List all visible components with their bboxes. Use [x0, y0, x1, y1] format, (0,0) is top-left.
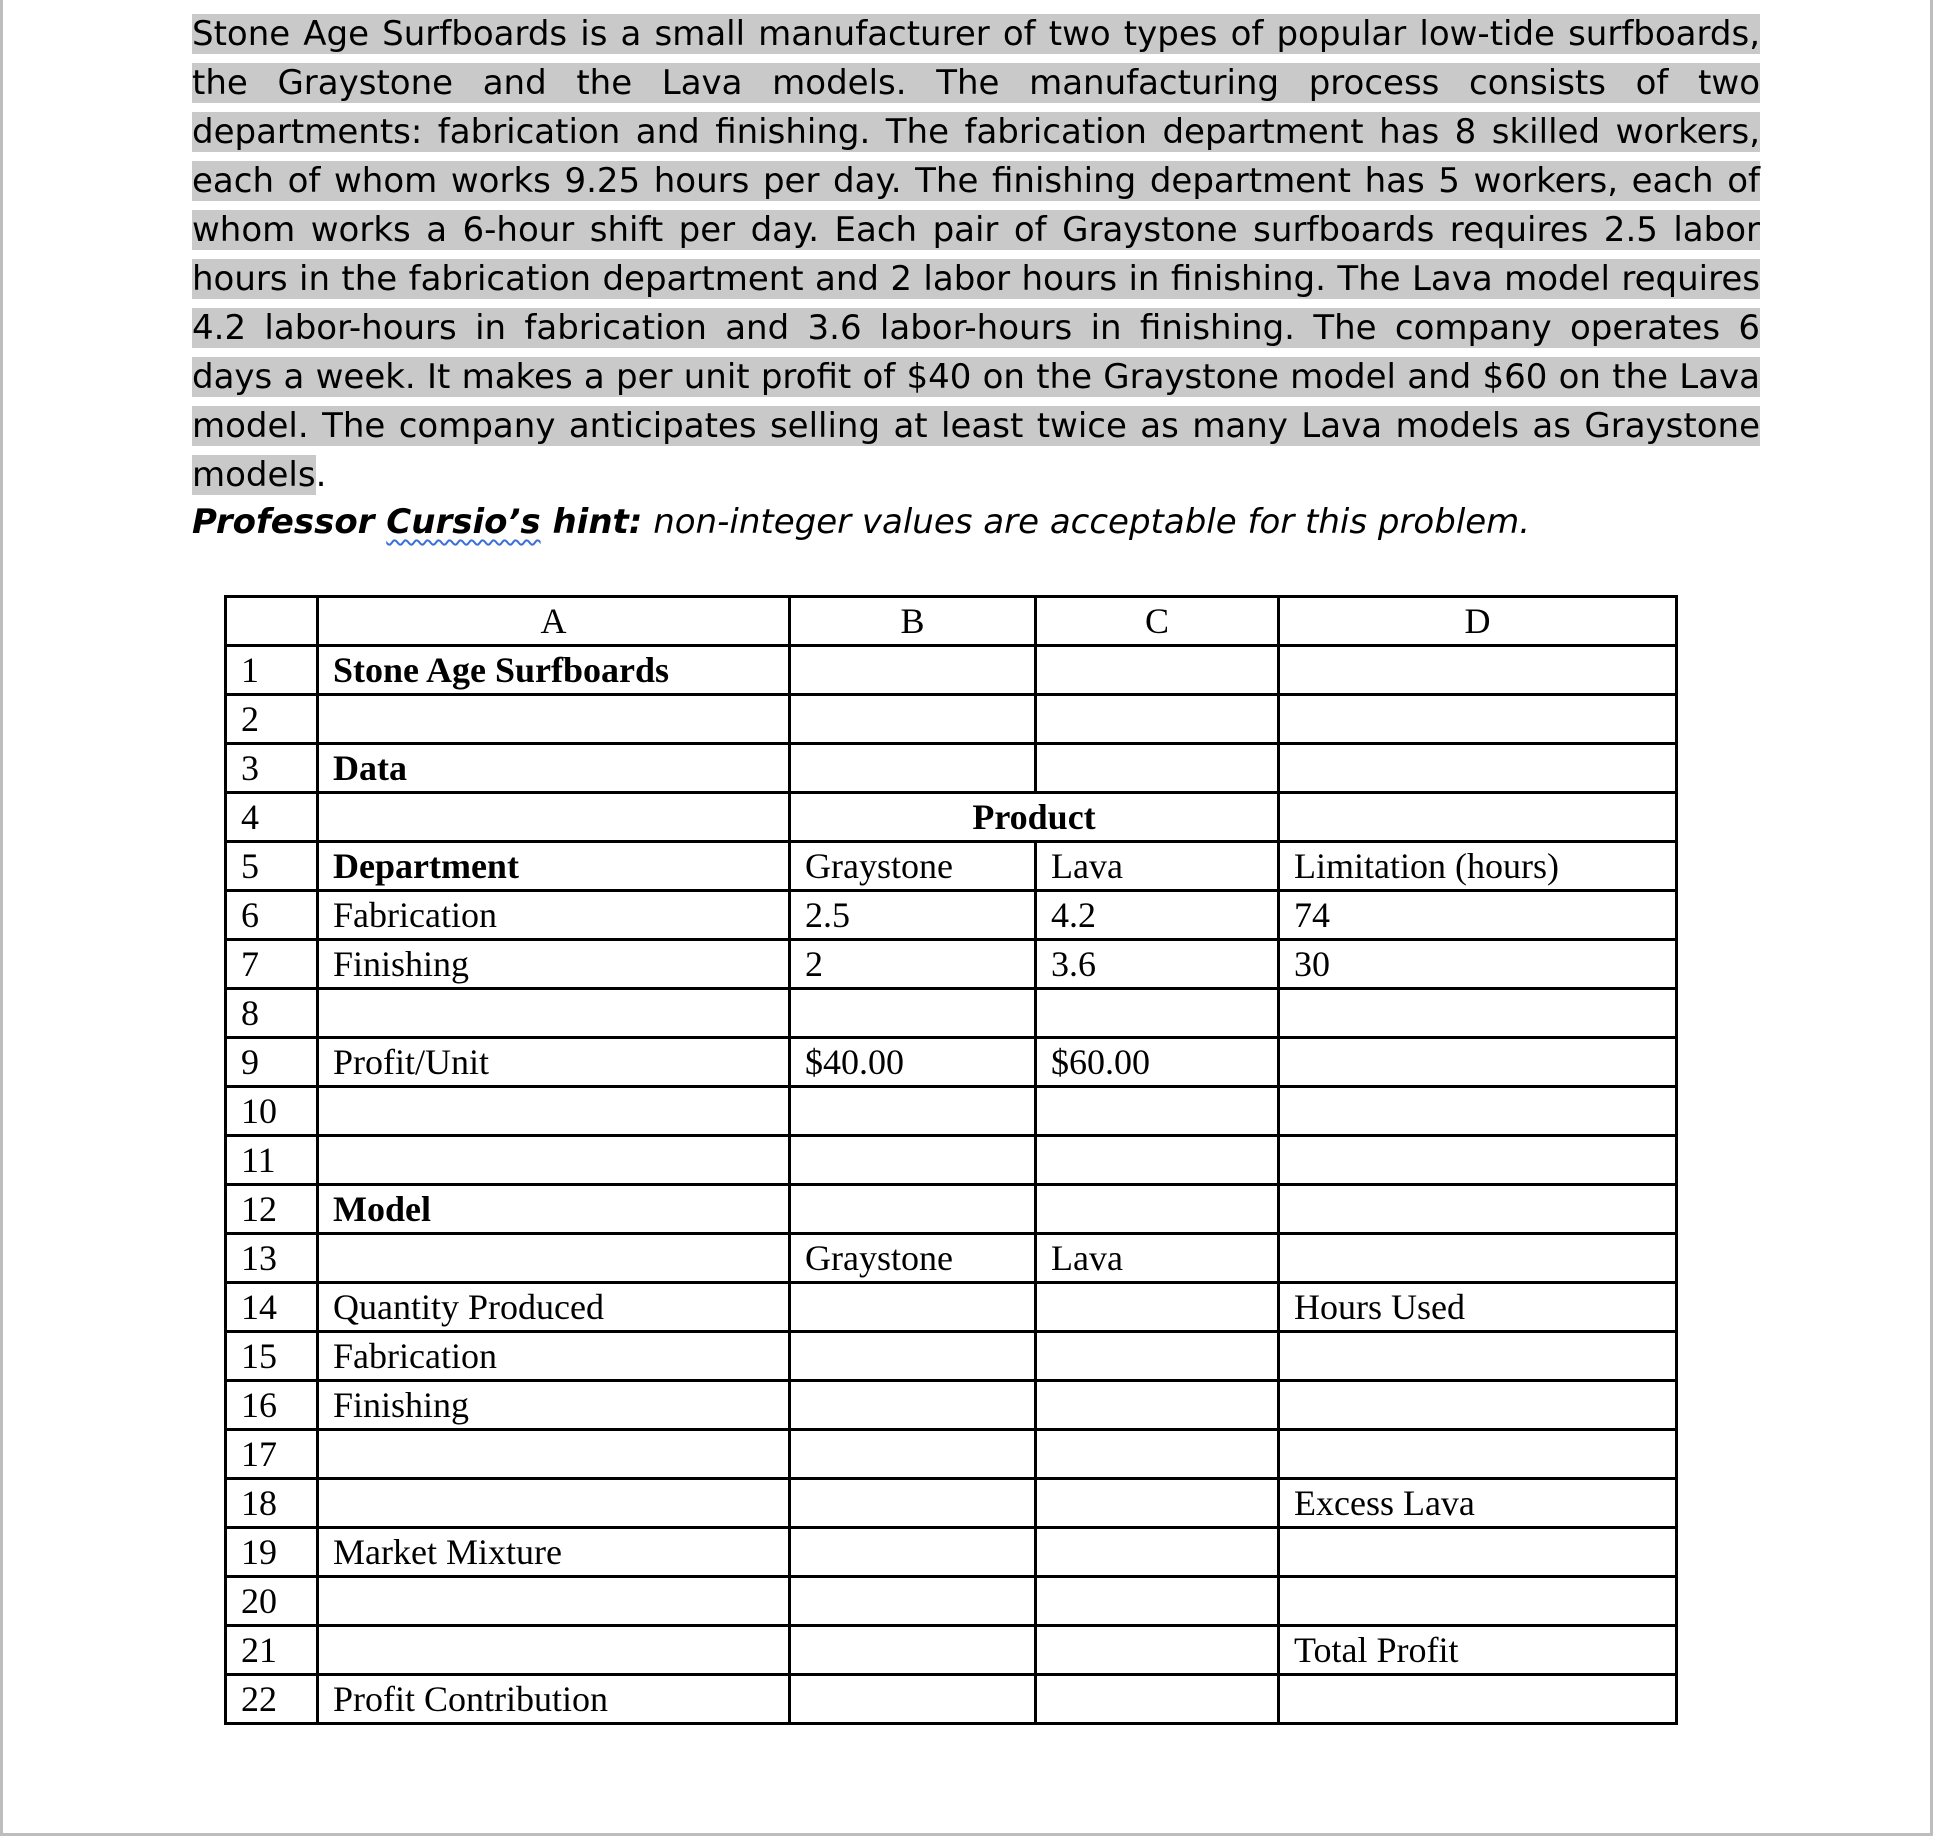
table-row	[226, 744, 1677, 793]
cell-b22[interactable]	[790, 1675, 1036, 1724]
cell-a22[interactable]: Profit Contribution	[318, 1675, 790, 1724]
cell-b6[interactable]: 2.5	[790, 891, 1036, 940]
table-row	[226, 646, 1677, 695]
table-row	[226, 1136, 1677, 1185]
cell-d5[interactable]: Limitation (hours)	[1279, 842, 1677, 891]
cell-d12[interactable]	[1279, 1185, 1677, 1234]
cell-b20[interactable]	[790, 1577, 1036, 1626]
cell-b16[interactable]	[790, 1381, 1036, 1430]
row-number: 12	[226, 1185, 318, 1234]
cell-a15[interactable]: Fabrication	[318, 1332, 790, 1381]
cell-d14[interactable]: Hours Used	[1279, 1283, 1677, 1332]
cell-c15[interactable]	[1036, 1332, 1279, 1381]
cell-c19[interactable]	[1036, 1528, 1279, 1577]
cell-c18[interactable]	[1036, 1479, 1279, 1528]
cell-d15[interactable]	[1279, 1332, 1677, 1381]
table-row	[226, 940, 1677, 989]
cell-d4[interactable]	[1279, 793, 1677, 842]
cell-a11[interactable]	[318, 1136, 790, 1185]
cell-a1[interactable]: Stone Age Surfboards	[318, 646, 790, 695]
row-number: 22	[226, 1675, 318, 1724]
cell-b17[interactable]	[790, 1430, 1036, 1479]
cell-a16[interactable]: Finishing	[318, 1381, 790, 1430]
table-row	[226, 793, 1677, 842]
problem-text: Stone Age Surfboards is a small manufacturer of two types of popular low-tide surfboards, the Graystone and the Lava models. The manufacturing process consists of two departments: fabrication and finishing. The fabrication department has 8 skilled workers, each of whom works 9.25 hours per day. The finishing department has 5 workers, each of whom works a 6-hour shift per day. Each pair of Graystone surfboards requires 2.5 labor hours in the fabrication department and 2 labor hours in finishing. The Lava model requires 4.2 labor-hours in fabrication and 3.6 labor-hours in finishing. The company operates 6 days a week. It makes a per unit profit of $40 on the Graystone model and $60 on the Lava model. The company anticipates selling at least twice as many Lava models as Graystone models	[192, 14, 1760, 495]
column-header-d: D	[1279, 597, 1677, 646]
cell-c5[interactable]: Lava	[1036, 842, 1279, 891]
cell-b10[interactable]	[790, 1087, 1036, 1136]
cell-d21[interactable]: Total Profit	[1279, 1626, 1677, 1675]
cell-c3[interactable]	[1036, 744, 1279, 793]
cell-d16[interactable]	[1279, 1381, 1677, 1430]
table-row	[226, 1675, 1677, 1724]
column-header-a: A	[318, 597, 790, 646]
row-number: 21	[226, 1626, 318, 1675]
cell-c13[interactable]: Lava	[1036, 1234, 1279, 1283]
table-row	[226, 989, 1677, 1038]
hint-lead-name: Cursio’s	[386, 502, 541, 542]
column-header-row	[226, 597, 1677, 646]
spreadsheet	[224, 595, 1678, 1725]
cell-d19[interactable]	[1279, 1528, 1677, 1577]
row-number: 4	[226, 793, 318, 842]
table-row	[226, 1038, 1677, 1087]
row-number: 13	[226, 1234, 318, 1283]
cell-c20[interactable]	[1036, 1577, 1279, 1626]
table-row	[226, 1626, 1677, 1675]
cell-c7[interactable]: 3.6	[1036, 940, 1279, 989]
cell-b15[interactable]	[790, 1332, 1036, 1381]
table-row	[226, 695, 1677, 744]
row-number: 17	[226, 1430, 318, 1479]
cell-b9[interactable]: $40.00	[790, 1038, 1036, 1087]
cell-d1[interactable]	[1279, 646, 1677, 695]
hint-lead	[192, 502, 642, 542]
row-number: 6	[226, 891, 318, 940]
cell-d10[interactable]	[1279, 1087, 1677, 1136]
cell-d2[interactable]	[1279, 695, 1677, 744]
cell-c22[interactable]	[1036, 1675, 1279, 1724]
cell-c12[interactable]	[1036, 1185, 1279, 1234]
column-header-b: B	[790, 597, 1036, 646]
hint	[192, 498, 1530, 547]
row-number: 9	[226, 1038, 318, 1087]
row-number: 5	[226, 842, 318, 891]
cell-a6[interactable]: Fabrication	[318, 891, 790, 940]
cell-d8[interactable]	[1279, 989, 1677, 1038]
cell-b11[interactable]	[790, 1136, 1036, 1185]
cell-c14[interactable]	[1036, 1283, 1279, 1332]
cell-b21[interactable]	[790, 1626, 1036, 1675]
cell-c17[interactable]	[1036, 1430, 1279, 1479]
row-number: 3	[226, 744, 318, 793]
cell-c6[interactable]: 4.2	[1036, 891, 1279, 940]
cell-c16[interactable]	[1036, 1381, 1279, 1430]
cell-d22[interactable]	[1279, 1675, 1677, 1724]
cell-d20[interactable]	[1279, 1577, 1677, 1626]
cell-a18[interactable]	[318, 1479, 790, 1528]
row-number: 11	[226, 1136, 318, 1185]
cell-b2[interactable]	[790, 695, 1036, 744]
cell-a19[interactable]: Market Mixture	[318, 1528, 790, 1577]
cell-b7[interactable]: 2	[790, 940, 1036, 989]
row-number: 7	[226, 940, 318, 989]
cell-b12[interactable]	[790, 1185, 1036, 1234]
cell-d9[interactable]	[1279, 1038, 1677, 1087]
row-number: 16	[226, 1381, 318, 1430]
row-number: 8	[226, 989, 318, 1038]
row-number: 15	[226, 1332, 318, 1381]
cell-a10[interactable]	[318, 1087, 790, 1136]
cell-b19[interactable]	[790, 1528, 1036, 1577]
cell-c10[interactable]	[1036, 1087, 1279, 1136]
table-row	[226, 891, 1677, 940]
cell-b18[interactable]	[790, 1479, 1036, 1528]
cell-a17[interactable]	[318, 1430, 790, 1479]
cell-a9[interactable]: Profit/Unit	[318, 1038, 790, 1087]
cell-b14[interactable]	[790, 1283, 1036, 1332]
cell-d17[interactable]	[1279, 1430, 1677, 1479]
cell-b3[interactable]	[790, 744, 1036, 793]
cell-a14[interactable]: Quantity Produced	[318, 1283, 790, 1332]
table-row	[226, 1283, 1677, 1332]
cell-a21[interactable]	[318, 1626, 790, 1675]
cell-a4[interactable]	[318, 793, 790, 842]
problem-text-end: .	[315, 455, 327, 495]
cell-c1[interactable]	[1036, 646, 1279, 695]
cell-d13[interactable]	[1279, 1234, 1677, 1283]
hint-text: non-integer values are acceptable for this problem.	[642, 502, 1531, 542]
cell-c8[interactable]	[1036, 989, 1279, 1038]
cell-b8[interactable]	[790, 989, 1036, 1038]
problem-statement	[192, 10, 1760, 500]
table-row	[226, 1381, 1677, 1430]
cell-d18[interactable]: Excess Lava	[1279, 1479, 1677, 1528]
cell-a5[interactable]: Department	[318, 842, 790, 891]
table-row	[226, 1234, 1677, 1283]
corner-cell	[226, 597, 318, 646]
hint-lead-suffix: hint:	[540, 502, 643, 542]
cell-a20[interactable]	[318, 1577, 790, 1626]
column-header-c: C	[1036, 597, 1279, 646]
cell-c21[interactable]	[1036, 1626, 1279, 1675]
cell-b1[interactable]	[790, 646, 1036, 695]
cell-a12[interactable]: Model	[318, 1185, 790, 1234]
cell-c2[interactable]	[1036, 695, 1279, 744]
row-number: 20	[226, 1577, 318, 1626]
cell-a2[interactable]	[318, 695, 790, 744]
row-number: 2	[226, 695, 318, 744]
table-row	[226, 1528, 1677, 1577]
hint-lead-prefix: Professor	[192, 502, 387, 542]
cell-d6[interactable]: 74	[1279, 891, 1677, 940]
row-number: 1	[226, 646, 318, 695]
cell-b4-merged[interactable]: Product	[790, 793, 1279, 842]
cell-d11[interactable]	[1279, 1136, 1677, 1185]
cell-d7[interactable]: 30	[1279, 940, 1677, 989]
row-number: 14	[226, 1283, 318, 1332]
table-row	[226, 1087, 1677, 1136]
cell-c11[interactable]	[1036, 1136, 1279, 1185]
cell-c9[interactable]: $60.00	[1036, 1038, 1279, 1087]
table-row	[226, 842, 1677, 891]
cell-d3[interactable]	[1279, 744, 1677, 793]
cell-a3[interactable]: Data	[318, 744, 790, 793]
cell-a7[interactable]: Finishing	[318, 940, 790, 989]
table-row	[226, 1577, 1677, 1626]
table-row	[226, 1430, 1677, 1479]
cell-b13[interactable]: Graystone	[790, 1234, 1036, 1283]
table-row	[226, 1479, 1677, 1528]
table-row	[226, 1332, 1677, 1381]
cell-a13[interactable]	[318, 1234, 790, 1283]
row-number: 18	[226, 1479, 318, 1528]
cell-a8[interactable]	[318, 989, 790, 1038]
table-row	[226, 1185, 1677, 1234]
row-number: 10	[226, 1087, 318, 1136]
cell-b5[interactable]: Graystone	[790, 842, 1036, 891]
row-number: 19	[226, 1528, 318, 1577]
